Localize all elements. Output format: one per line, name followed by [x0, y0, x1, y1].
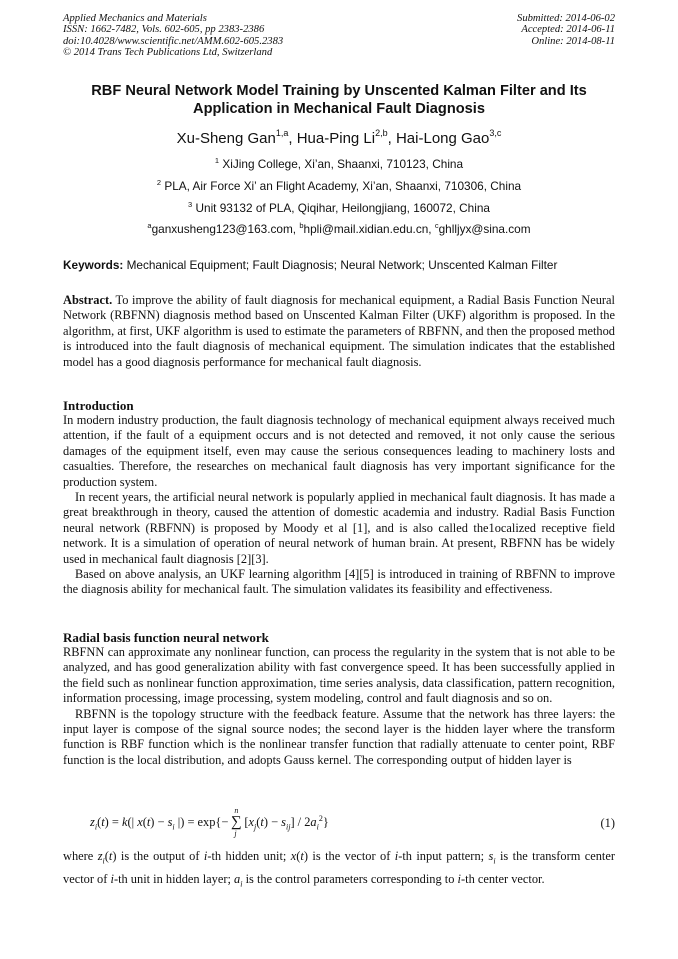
text-run: where	[63, 849, 98, 863]
journal-issn: ISSN: 1662-7482, Vols. 602-605, pp 2383-2386	[63, 24, 265, 36]
email-link[interactable]: hpli@mail.xidian.edu.cn,	[303, 222, 435, 236]
keywords	[63, 258, 623, 272]
author-name: Hua-Ping Li	[296, 130, 376, 147]
paragraph: Based on above analysis, an UKF learning algorithm [4][5] is introduced in training of RBFNN to improve the diagnosis ability for mechanical fault. The simulation validates its feasibility and effectiveness.	[63, 567, 615, 597]
text-run: -th input pattern;	[398, 849, 489, 863]
text-run: is the output of	[116, 849, 204, 863]
title-line-1: RBF Neural Network Model Training by Unscented Kalman Filter and Its	[91, 83, 587, 99]
text-run: is the vector of	[308, 849, 395, 863]
title-line-2: Application in Mechanical Fault Diagnosis	[193, 101, 485, 117]
author-sup: 1,a	[275, 128, 289, 138]
paragraph: RBFNN can approximate any nonlinear function, can process the regularity in the system that is not able to be analyzed, and has good generalization ability with fast convergence speed. It has been successfully applied in the field such as nonlinear function approximation, time series analysis, data classification, pattern recognition, information processing, image processing, system modeling, control and fault diagnosis and so on.	[63, 645, 615, 706]
paragraph: In recent years, the artificial neural network is popularly applied in mechanical fault diagnosis. It has made a great breakthrough in theory, caused the attention of domestic academia and industry. Radial Basis Function neural network (RBFNN) is proposed by Moody et al [1], and is also called the1ocalized receptive field network. It is a simulation of operation of neural network of human brain. At present, RBFNN has be widely used in mechanical fault diagnosis [2][3].	[63, 490, 615, 566]
email-sup: c	[434, 221, 439, 230]
affiliation-sup: 1	[214, 156, 220, 165]
equation-number: (1)	[600, 816, 615, 830]
equation-1	[84, 806, 615, 844]
email-sup: b	[299, 221, 304, 230]
journal-info	[63, 13, 283, 58]
journal-doi: doi:10.4028/www.scientific.net/AMM.602-605.2383	[63, 35, 284, 47]
online-date: Online: 2014-08-11	[531, 35, 615, 47]
affiliation-1	[0, 157, 678, 171]
email-link[interactable]: ghlljyx@sina.com	[438, 222, 531, 236]
text-run: is the control parameters corresponding to	[242, 872, 458, 887]
equation-formula: $z_i(t) = k(|$ $x(t) - s_i$ |) = exp{− n ∑ j $[x_j(t) - s_{ij}] / 2a_i^2$}	[90, 806, 329, 839]
affiliation-sup: 3	[188, 200, 193, 209]
introduction-body	[63, 413, 615, 598]
author-sup: 3,c	[489, 128, 502, 138]
author-list	[0, 130, 678, 148]
paper-title	[40, 82, 638, 118]
email-sup: a	[147, 221, 152, 230]
affiliation-2	[0, 179, 678, 193]
paragraph: RBFNN is the topology structure with the feedback feature. Assume that the network has three layers: the input layer is compose of the signal source nodes; the second layer is the hidden layer where the transform function is RBF function which is the nonlinear transfer function that radially attenuate to center point, RBF function is the local distribution, and adopts Gauss kernel. The corresponding output of hidden layer is	[63, 706, 615, 767]
abstract-text: To improve the ability of fault diagnosis for mechanical equipment, a Radial Basis Function Neural Network (RBFNN) diagnosis method based on Unscented Kalman Filter (UKF) algorithm is proposed. In the algorithm, at first, UKF algorithm is used to estimate the parameters of RBFNN, and then the proposed method is introduced into the fault diagnosis of mechanical equipment. The simulation indicates that the established model has a good diagnosis performance for mechanical fault diagnosis.	[63, 293, 615, 369]
equation-explanation: where $z_i(t)$ is the output of i-th hidden unit; x(t) is the vector of i-th input pattern; $s_i$ is the transform center vector of i-th unit in hidden layer; $a_i$ is the control parameters corresponding to i-th center vector.	[63, 849, 616, 889]
submission-dates	[517, 13, 615, 47]
affiliation-text: PLA, Air Force Xi’ an Flight Academy, Xi’an, Shaanxi, 710306, China	[164, 179, 522, 193]
keywords-label: Keywords:	[63, 258, 124, 272]
keywords-text: Mechanical Equipment; Fault Diagnosis; Neural Network; Unscented Kalman Filter	[123, 258, 558, 272]
author-sep: ,	[387, 130, 396, 147]
submitted-date: Submitted: 2014-06-02	[517, 13, 615, 24]
rbf-body	[63, 645, 615, 768]
author-sep: ,	[288, 130, 297, 147]
affiliation-sup: 2	[156, 178, 162, 187]
section-heading-rbf: Radial basis function neural network	[63, 630, 269, 645]
affiliation-3	[0, 201, 678, 215]
author-name: Xu-Sheng Gan	[176, 130, 276, 147]
text-run: -th hidden unit;	[207, 849, 291, 863]
text-run: -th unit in hidden layer;	[113, 872, 235, 887]
journal-name: Applied Mechanics and Materials	[63, 13, 207, 24]
author-name: Hai-Long Gao	[395, 130, 490, 147]
section-heading-introduction: Introduction	[63, 398, 134, 413]
text-run: -th center vector.	[461, 872, 545, 887]
accepted-date: Accepted: 2014-06-11	[521, 24, 615, 36]
text-run: is the transform center vector of	[63, 849, 616, 887]
journal-copyright: © 2014 Trans Tech Publications Ltd, Switzerland	[63, 46, 273, 58]
author-sup: 2,b	[375, 128, 388, 138]
abstract	[63, 293, 615, 370]
email-link[interactable]: ganxusheng123@163.com,	[151, 222, 300, 236]
abstract-label: Abstract.	[63, 293, 113, 307]
affiliation-text: XiJing College, Xi’an, Shaanxi, 710123, China	[222, 157, 464, 171]
paragraph: In modern industry production, the fault diagnosis technology of mechanical equipment always received much attention, if the fault of a equipment occurs and is not detected and removed, it not only cause the serious damages of the equipment itself, even may cause the serious consequences leading to machinery losts and casualties. Therefore, the researches on mechanical fault diagnosis has very important significance for the production system.	[63, 413, 615, 489]
affiliation-text: Unit 93132 of PLA, Qiqihar, Heilongjiang, 160072, China	[195, 201, 490, 215]
email-list	[0, 222, 678, 236]
